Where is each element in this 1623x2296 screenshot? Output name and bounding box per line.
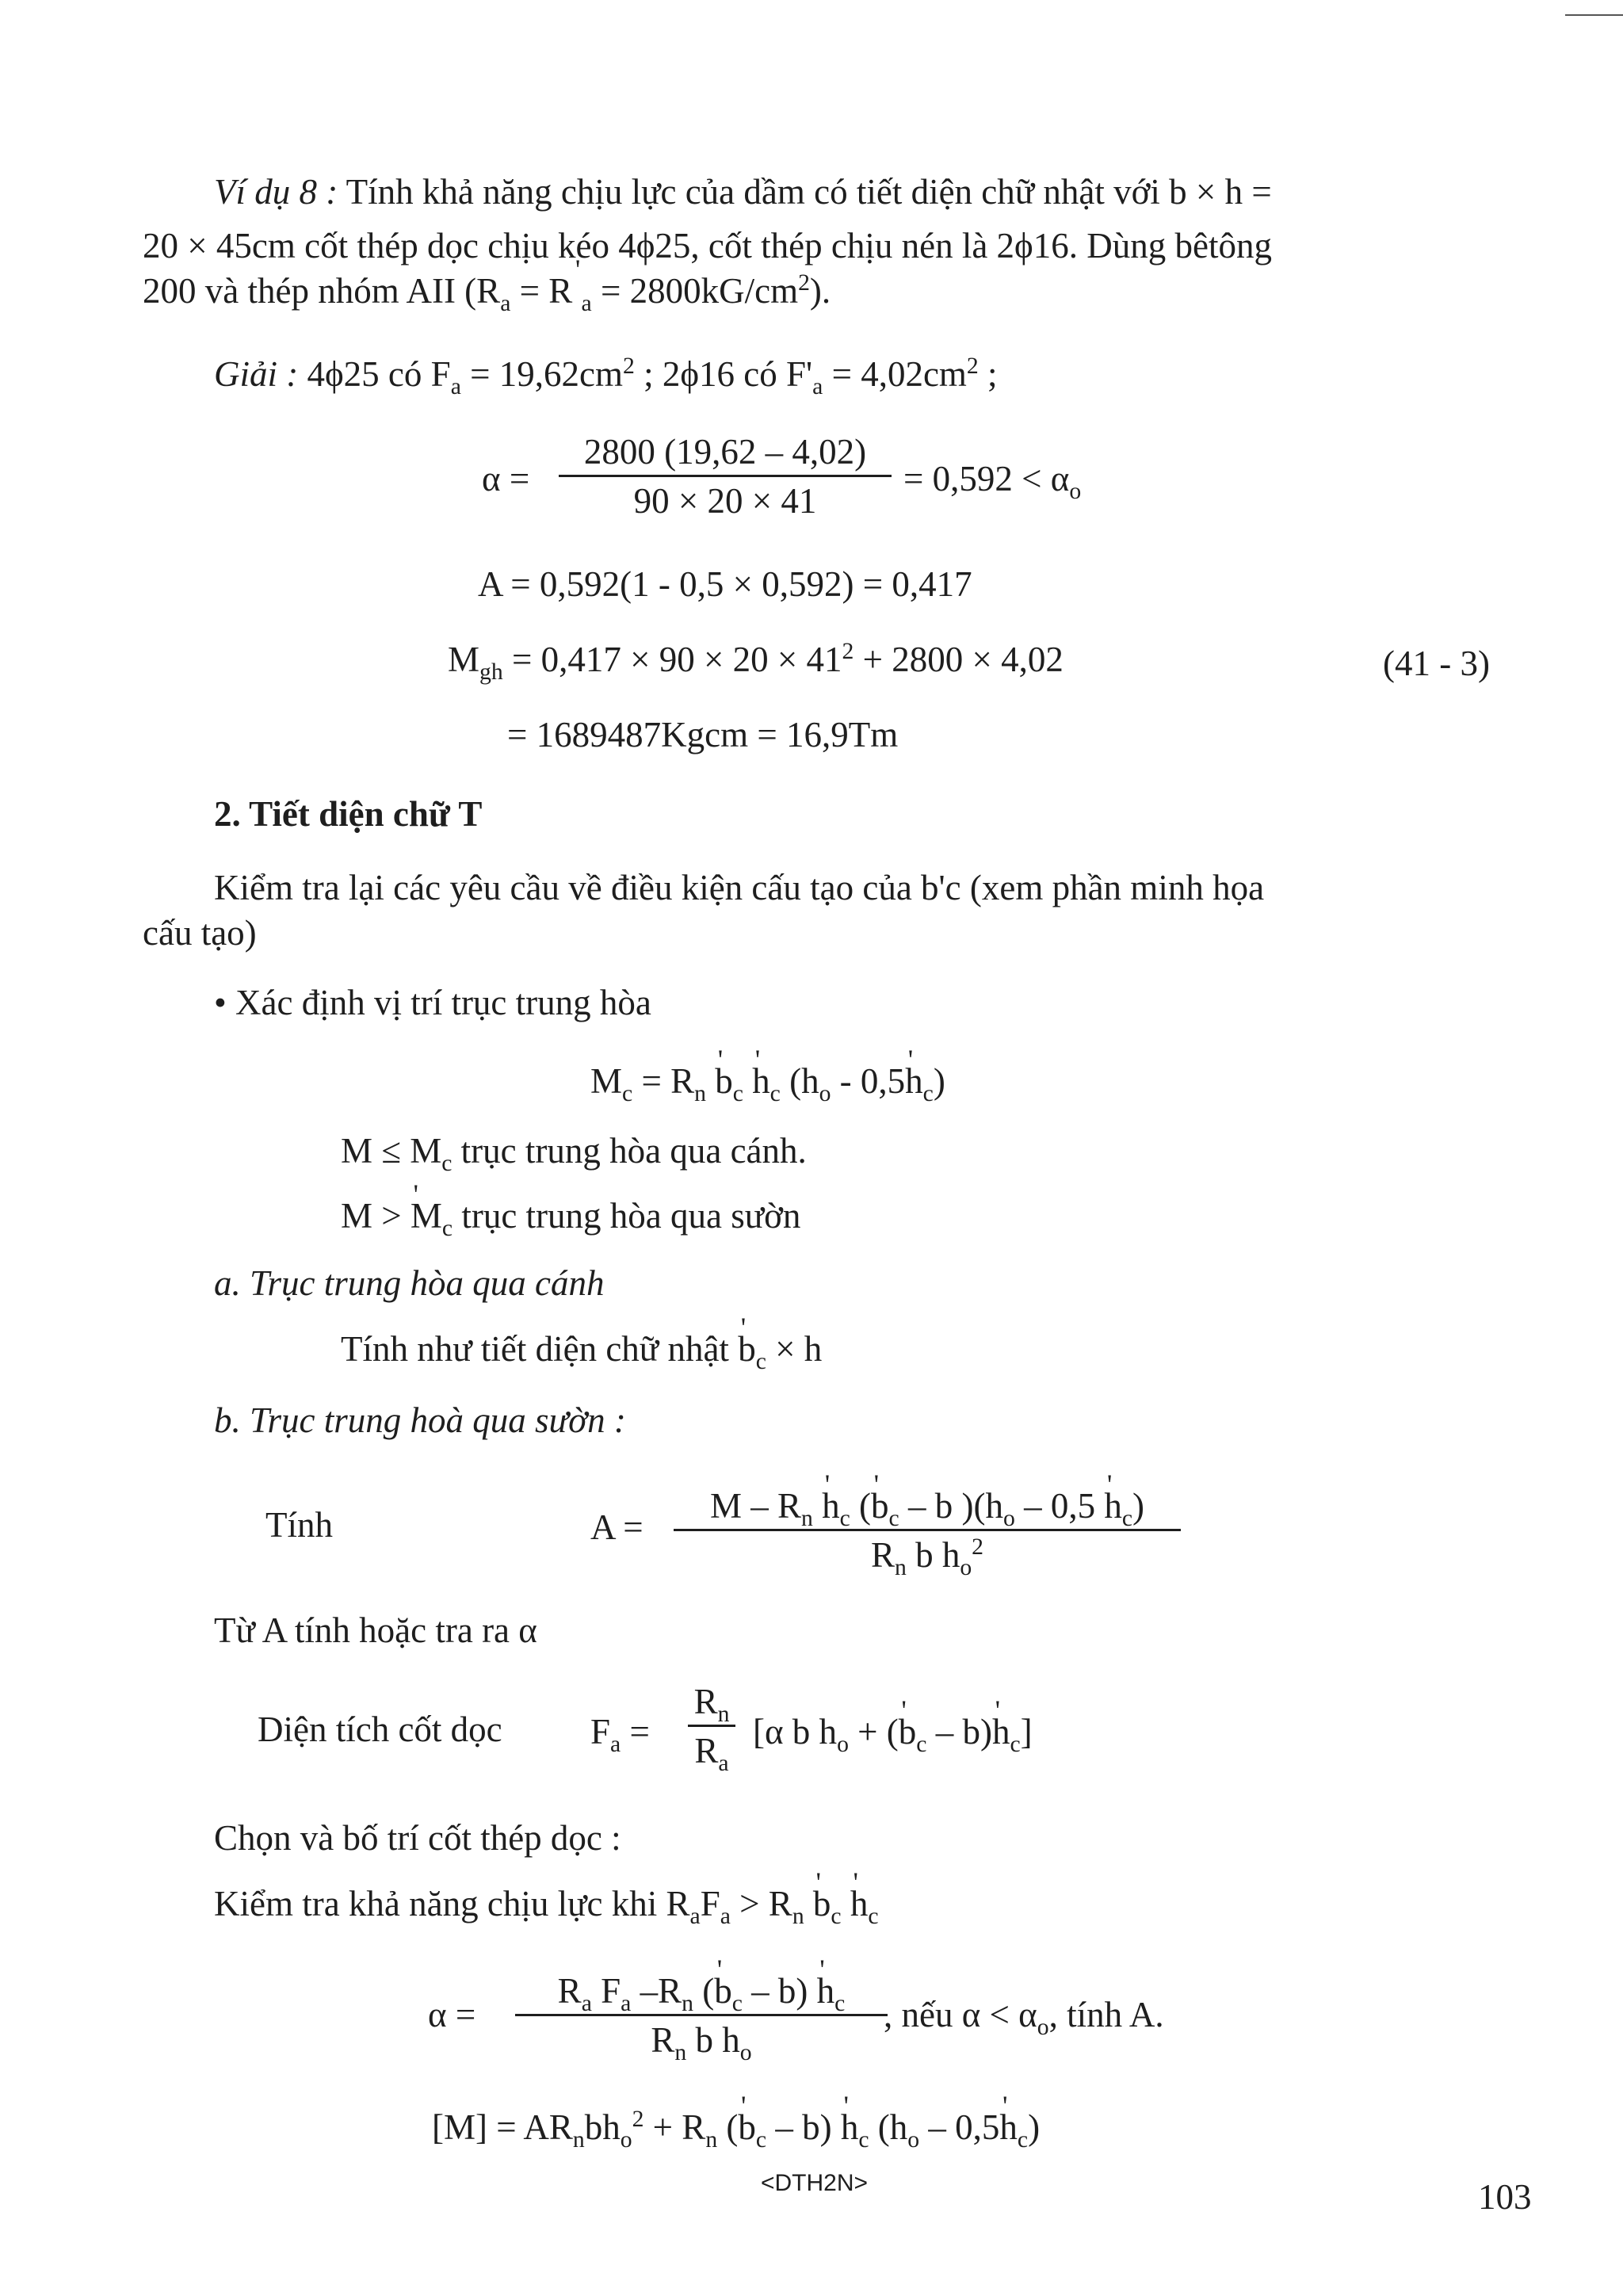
m-final-formula: $[M] = AR_nbh_o^2 + R_n$ ($b_c$ ' – b) $h_c$ ' ($h_o - 0,5h_c$ ') [432, 2110, 1040, 2145]
case-a-text: Tính như tiết diện chữ nhật $b_c$ ' × h [341, 1331, 822, 1367]
fraction-bar [674, 1529, 1181, 1531]
case-b-heading: b. Trục trung hoà qua sườn : [214, 1400, 626, 1440]
alpha-numerator: 2800 (19,62 – 4,02) [583, 432, 867, 472]
fa-fraction [688, 1682, 735, 1776]
intro-line-2: cấu tạo) [143, 913, 257, 953]
alpha-lhs: α = [482, 459, 530, 499]
solution-line: Giải : 4ϕ25 có $F_a = 19,62cm^2$ ; 2ϕ16 có $F'_a = 4,02cm^2$ ; [214, 353, 998, 399]
intro-line-1: Kiểm tra lại các yêu cầu về điều kiện cấu tạo của b'c (xem phần minh họa [214, 868, 1265, 907]
alpha2-denominator: $R_n$ b $h_o$ [651, 2020, 752, 2065]
result-line: = 1689487Kgcm = 16,9Tm [507, 715, 899, 755]
fa-lhs: $F_a$ = [590, 1712, 650, 1757]
a-formula-lhs: A = [590, 1507, 643, 1547]
fa-numerator: $R_n$ [693, 1682, 730, 1727]
a-value-line: A = 0,592(1 - 0,5 × 0,592) = 0,417 [478, 564, 972, 604]
tinh-label: Tính [265, 1505, 333, 1545]
equation-number: (41 - 3) [1383, 644, 1490, 683]
mgh-line: $M_{gh} = 0,417 \times 90 \times 20 \times 41^2 + 2800 \times 4,02$ [448, 639, 1064, 685]
check-line: Kiểm tra khả năng chịu lực khi $R_aF_a > R_n$ $b_c$ ' $h_c$ ' [214, 1886, 879, 1922]
alpha-fraction [559, 434, 892, 519]
solution-label: Giải : [214, 354, 299, 394]
page-number: 103 [1478, 2177, 1532, 2217]
footer-code: <DTH2N> [761, 2170, 869, 2196]
fraction-bar [559, 475, 892, 477]
alpha2-rhs: , nếu $\alpha < \alpha_o$, tính A. [884, 1995, 1164, 2040]
condition-1: $M \le M_c$ trục trung hòa qua cánh. [341, 1131, 807, 1176]
a-formula-fraction [674, 1486, 1181, 1580]
case-a-heading: a. Trục trung hòa qua cánh [214, 1263, 605, 1303]
a-formula-denominator: $R_n$ b $h_o^2$ [870, 1534, 984, 1580]
section-heading: 2. Tiết diện chữ T [214, 794, 483, 834]
a-formula-numerator: M – $R_n$ $h_c$ ' ($b_c$ ' – b )($h_o - 0,5$ $h_c$ ') [674, 1488, 1181, 1524]
fraction-bar [515, 2014, 888, 2016]
alpha2-fraction [515, 1971, 888, 2065]
alpha2-lhs: α = [428, 1995, 476, 2034]
alpha-rhs: = $0,592 < \alpha_o$ [903, 459, 1082, 504]
example-line-1: Ví dụ 8 : Tính khả năng chịu lực của dầm có tiết diện chữ nhật với b × h = [214, 172, 1272, 212]
alpha2-numerator: $R_a$ $F_a$ $-R_n$ ($b_c$ ' – b) $h_c$ ' [515, 1973, 888, 2009]
example-line-3: 200 và thép nhóm AII ($R_a = R$ ' $_a = 2800kG/cm^2$). [143, 273, 831, 309]
fa-rhs: [α b $h_o + (b_c$ ' – $b)h_c$ '] [753, 1714, 1033, 1750]
fa-denominator: $R_a$ [694, 1731, 729, 1776]
choose-line: Chọn và bố trí cốt thép dọc : [214, 1818, 621, 1858]
area-label: Diện tích cốt dọc [258, 1710, 502, 1749]
bullet-line: • Xác định vị trí trục trung hòa [214, 983, 651, 1022]
top-rule [1565, 14, 1623, 16]
from-a-line: Từ A tính hoặc tra ra α [214, 1610, 537, 1650]
alpha-denominator: 90 × 20 × 41 [633, 481, 817, 521]
example-line-2: 20 × 45cm cốt thép dọc chịu kéo 4ϕ25, cốt thép chịu nén là 2ϕ16. Dùng bêtông [143, 226, 1272, 266]
condition-2: $M > M_c$ ' trục trung hòa qua sườn [341, 1198, 800, 1234]
example-label: Ví dụ 8 : [214, 172, 338, 212]
mc-formula: $M_c = R_n$ $b_c$ ' $h_c$ ' ($h_o - 0,5h_c$ ') [590, 1064, 945, 1099]
